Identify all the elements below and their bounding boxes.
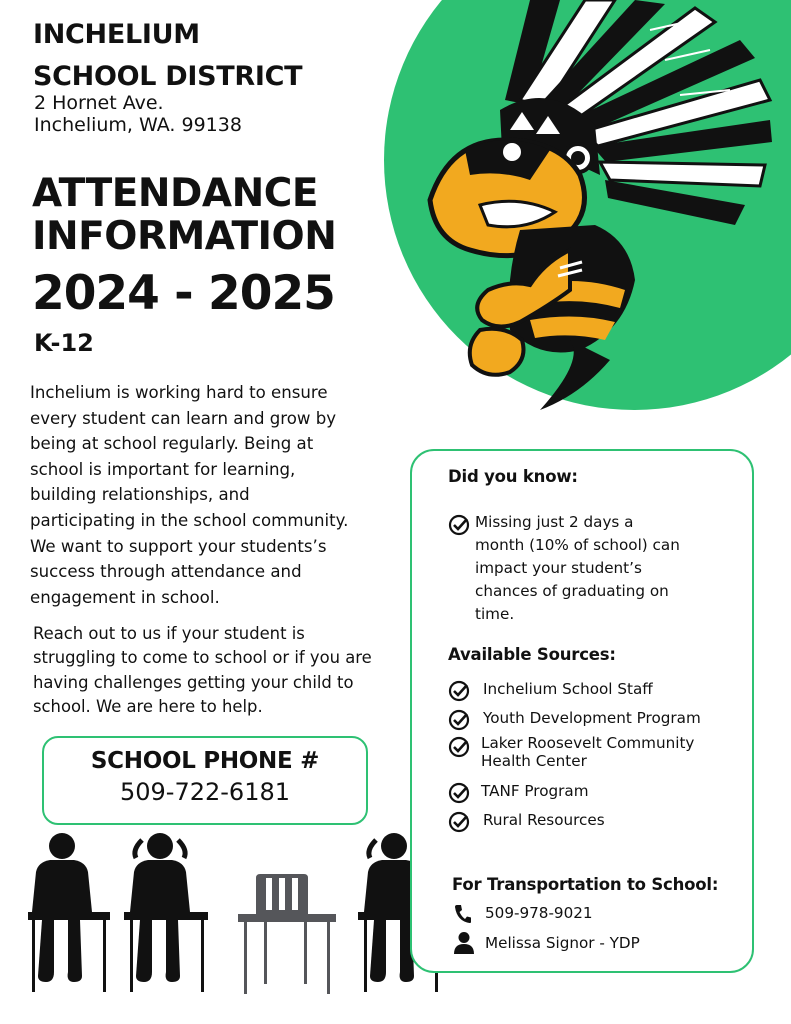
title-line1: ATTENDANCE xyxy=(32,171,318,216)
school-year: 2024 - 2025 xyxy=(32,266,335,321)
intro-line: We want to support your students’s xyxy=(30,536,327,556)
student-silhouette xyxy=(124,833,208,992)
intro-line: success through attendance and xyxy=(30,562,302,582)
source-item-line: Health Center xyxy=(481,752,587,770)
transport-phone[interactable]: 509-978-9021 xyxy=(485,904,593,922)
fact-line: month (10% of school) can xyxy=(475,536,680,554)
grade-range: K-12 xyxy=(34,329,94,357)
address-line1: 2 Hornet Ave. xyxy=(34,92,164,114)
source-item: Inchelium School Staff xyxy=(483,680,653,698)
district-name-line1: INCHELIUM xyxy=(33,19,200,50)
address-line2: Inchelium, WA. 99138 xyxy=(34,114,242,136)
school-phone-number[interactable]: 509-722-6181 xyxy=(119,778,290,806)
district-name-line2: SCHOOL DISTRICT xyxy=(33,61,303,92)
source-item: Rural Resources xyxy=(483,811,605,829)
intro-line: Inchelium is working hard to ensure xyxy=(30,383,328,402)
page-title xyxy=(32,172,336,258)
intro-line: building relationships, and xyxy=(30,485,250,505)
reach-line: Reach out to us if your student is xyxy=(33,624,305,643)
reach-line: school. We are here to help. xyxy=(33,696,263,716)
intro-line: being at school regularly. Being at xyxy=(30,434,314,454)
check-circle-icon xyxy=(448,680,470,702)
transport-contact: Melissa Signor - YDP xyxy=(485,934,640,952)
classroom-silhouettes xyxy=(28,832,440,1000)
did-you-know-text xyxy=(475,511,735,626)
intro-line: engagement in school. xyxy=(30,587,220,607)
check-circle-icon xyxy=(448,709,470,731)
source-item xyxy=(481,734,694,770)
fact-line: time. xyxy=(475,605,515,623)
phone-icon xyxy=(454,904,472,924)
source-item-line: Laker Roosevelt Community xyxy=(481,734,695,752)
reach-line: struggling to come to school or if you are xyxy=(33,648,372,668)
fact-line: impact your student’s xyxy=(475,559,642,577)
did-you-know-heading: Did you know: xyxy=(448,467,578,486)
source-item: TANF Program xyxy=(481,782,589,800)
source-item: Youth Development Program xyxy=(483,709,701,727)
school-phone-box xyxy=(42,736,368,825)
info-panel xyxy=(410,449,754,973)
empty-desk xyxy=(238,874,336,994)
intro-line: every student can learn and grow by xyxy=(30,408,337,428)
title-line2: INFORMATION xyxy=(32,214,337,259)
transportation-heading: For Transportation to School: xyxy=(452,875,719,894)
district-address xyxy=(34,92,242,136)
school-phone-label: SCHOOL PHONE # xyxy=(90,748,320,774)
hornet-mascot xyxy=(410,0,791,420)
district-name xyxy=(33,14,302,98)
reach-line: having challenges getting your child to xyxy=(33,672,354,692)
check-circle-icon xyxy=(448,782,470,804)
intro-line: school is important for learning, xyxy=(30,459,296,479)
check-circle-icon xyxy=(448,811,470,833)
available-sources-heading: Available Sources: xyxy=(448,645,616,664)
fact-line: Missing just 2 days a xyxy=(475,513,634,531)
check-circle-icon xyxy=(448,736,470,758)
reach-out-paragraph xyxy=(33,622,383,719)
intro-line: participating in the school community. xyxy=(30,510,349,530)
fact-line: chances of graduating on xyxy=(475,582,669,600)
intro-paragraph xyxy=(30,380,386,610)
person-icon xyxy=(453,931,475,955)
student-silhouette xyxy=(28,833,110,992)
check-circle-icon xyxy=(448,514,470,536)
